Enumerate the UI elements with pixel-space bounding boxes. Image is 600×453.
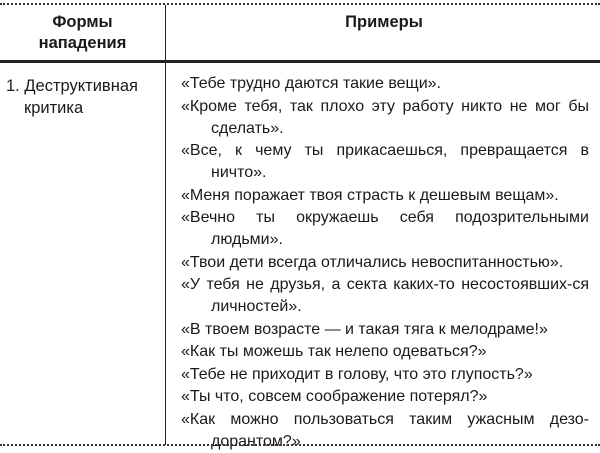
example-item: «Тебе трудно даются такие вещи». <box>181 75 441 92</box>
header-forms <box>0 12 165 54</box>
header-forms-line1: Формы <box>52 13 113 31</box>
header-forms-line2: нападения <box>38 34 127 52</box>
example-item: «В твоем возрасте — и такая тяга к мелодраме!» <box>181 320 548 338</box>
header-examples: Примеры <box>345 13 423 31</box>
column-divider <box>165 5 166 445</box>
row-label-line2: критика <box>24 99 84 117</box>
example-item: «Меня поражает твоя страсть к дешевым вещам». <box>181 186 559 204</box>
example-item: «Все, к чему ты прикасаешься, превращается в ничто». <box>181 142 589 181</box>
row-number: 1. <box>6 77 20 95</box>
example-item: «Ты что, совсем соображение потерял?» <box>181 388 488 405</box>
example-item: «Кроме тебя, так плохо эту работу никто не мог бы сделать». <box>181 97 589 137</box>
example-item: «Как можно пользоваться таким ужасным дезо-дорантом?» <box>181 410 589 450</box>
example-item: «Тебе не приходит в голову, что это глупость?» <box>181 365 533 383</box>
example-item: «Как ты можешь так нелепо одеваться?» <box>181 343 487 360</box>
example-item: «Твои дети всегда отличались невоспитанностью». <box>181 253 564 271</box>
row-label-line1: Деструктивная <box>24 77 138 95</box>
example-item: «Вечно ты окружаешь себя подозрительными людьми». <box>181 209 589 248</box>
bottom-dotted-rule <box>0 444 600 446</box>
row-label <box>6 75 162 119</box>
top-dotted-rule <box>0 3 600 5</box>
examples-list <box>181 73 589 453</box>
example-item: «У тебя не друзья, а секта каких-то несостоявших-ся личностей». <box>181 276 589 315</box>
header-rule <box>0 60 600 63</box>
